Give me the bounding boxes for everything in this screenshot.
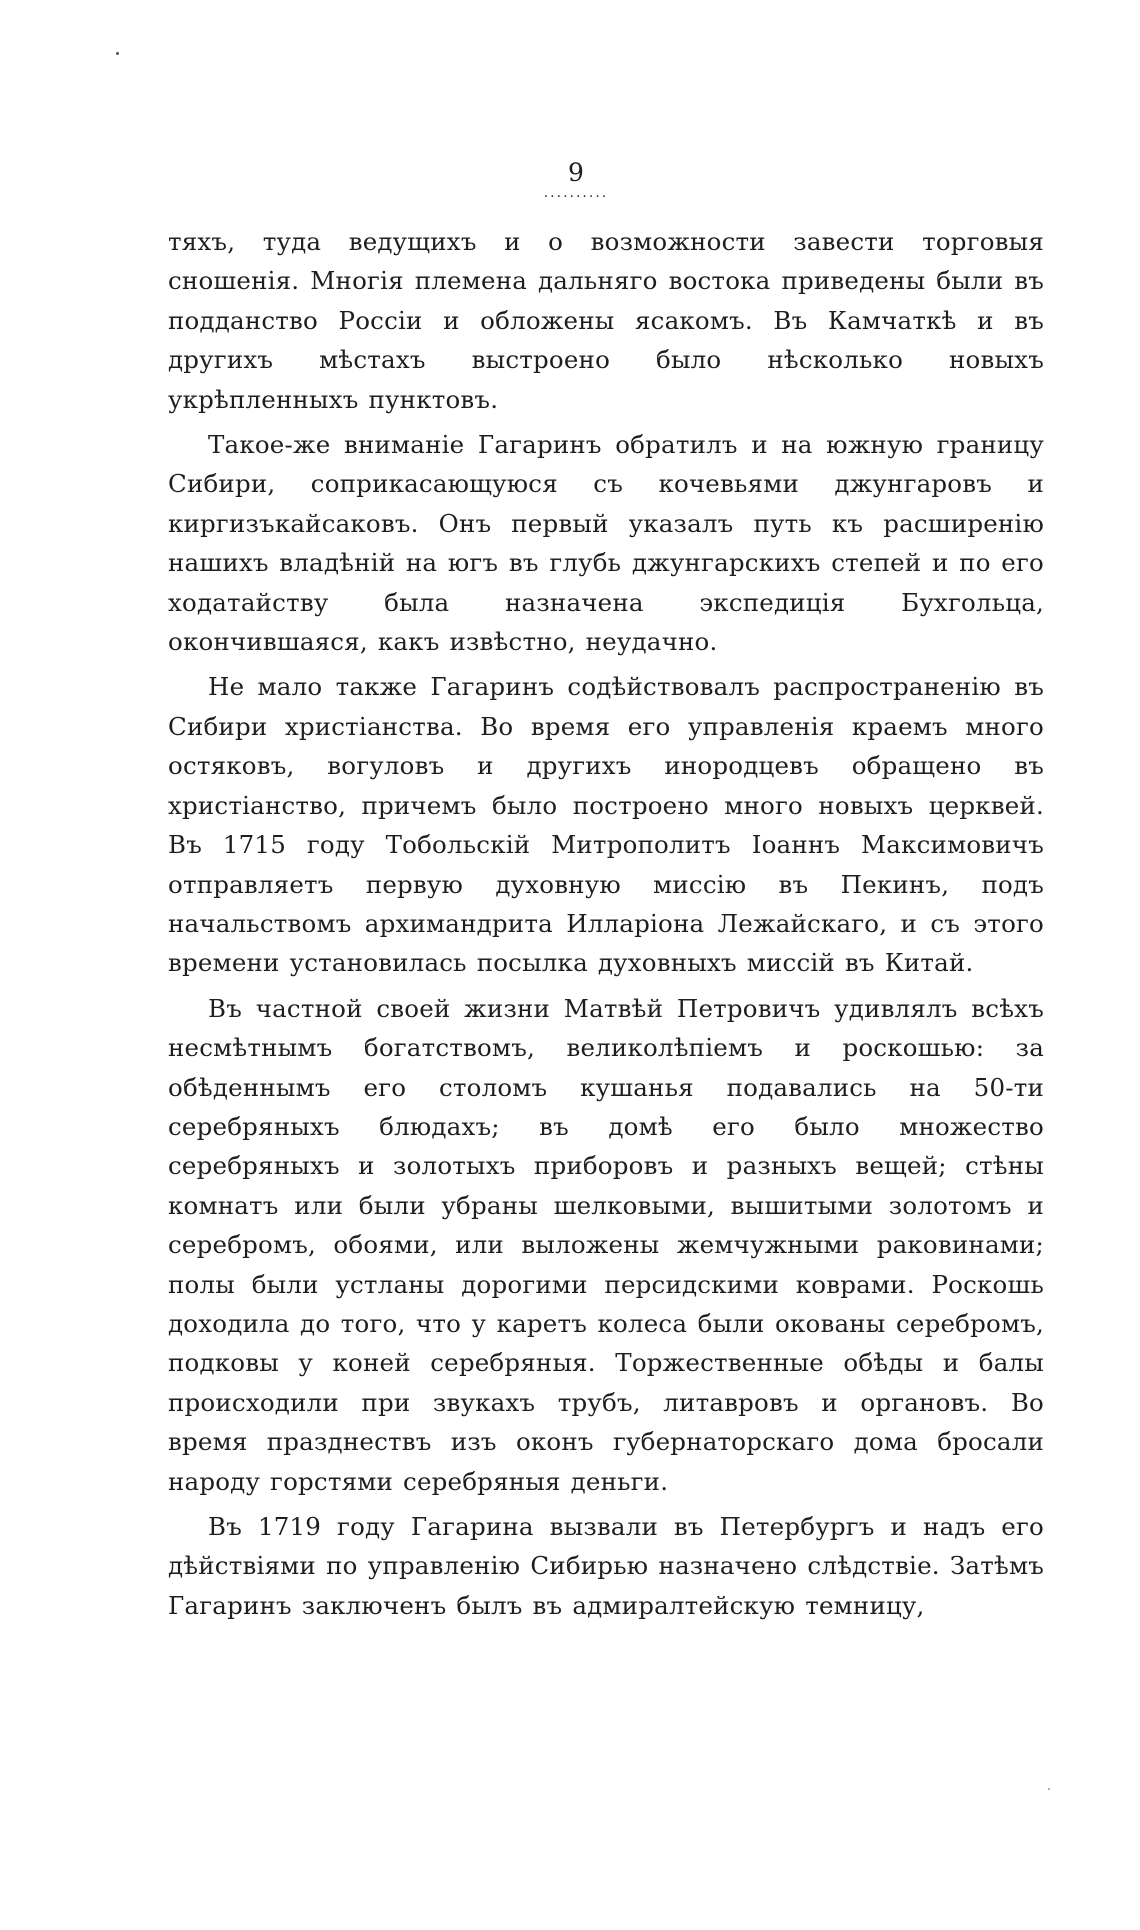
paragraph: Не мало также Гагаринъ содѣйствовалъ распространенію въ Сибири христіанства. Во время его управленія краемъ много остяковъ, вогуловъ и другихъ инородцевъ обращено въ христіанство, причемъ было построено много новыхъ церквей. Въ 1715 году Тобольскій Митрополитъ Іоаннъ Максимовичъ отправляетъ первую духовную миссію въ Пекинъ, подъ начальствомъ архимандрита Илларіона Лежайскаго, и съ этого времени установилась посылка духовныхъ миссій въ Китай. bbox=[168, 672, 1044, 978]
print-speck bbox=[1048, 1788, 1050, 1790]
page-number: 9 bbox=[568, 158, 584, 187]
paragraph: Такое-же вниманіе Гагаринъ обратилъ и на южную границу Сибири, соприкасающуюся съ кочевьями джунгаровъ и киргизъкайсаковъ. Онъ первый указалъ путь къ расширенію нашихъ владѣній на югъ въ глубь джунгарскихъ степей и по его ходатайству была назначена экспедиція Бухгольца, окончившаяся, какъ извѣстно, неудачно. bbox=[168, 430, 1044, 657]
page-header bbox=[0, 158, 1140, 201]
paragraph: Въ частной своей жизни Матвѣй Петровичъ удивлялъ всѣхъ несмѣтнымъ богатствомъ, великолѣпіемъ и роскошью: за обѣденнымъ его столомъ кушанья подавались на 50-ти серебряныхъ блюдахъ; въ домѣ его было множество серебряныхъ и золотыхъ приборовъ и разныхъ вещей; стѣны комнатъ или были убраны шелковыми, вышитыми золотомъ и серебромъ, обоями, или выложены жемчужными раковинами; полы были устланы дорогими персидскими коврами. Роскошь доходила до того, что у каретъ колеса были окованы серебромъ, подковы у коней серебряныя. Торжественные обѣды и балы происходили при звукахъ трубъ, литавровъ и органовъ. Во время празднествъ изъ оконъ губернаторскаго дома бросали народу горстями серебряныя деньги. bbox=[168, 993, 1044, 1496]
print-speck bbox=[116, 52, 119, 55]
header-rule: .......... bbox=[543, 185, 609, 201]
paragraph: Въ 1719 году Гагарина вызвали въ Петербургъ и надъ его дѣйствіями по управленію Сибирью назначено слѣдствіе. Затѣмъ Гагаринъ заключенъ былъ въ адмиралтейскую темницу, bbox=[168, 1512, 1044, 1620]
paragraph: тяхъ, туда ведущихъ и о возможности завести торговыя сношенія. Многія племена дальняго востока приведены были въ подданство Россіи и обложены ясакомъ. Въ Камчаткѣ и въ другихъ мѣстахъ выстроено было нѣсколько новыхъ укрѣпленныхъ пунктовъ. bbox=[168, 227, 1044, 414]
body-text bbox=[168, 222, 1044, 1631]
